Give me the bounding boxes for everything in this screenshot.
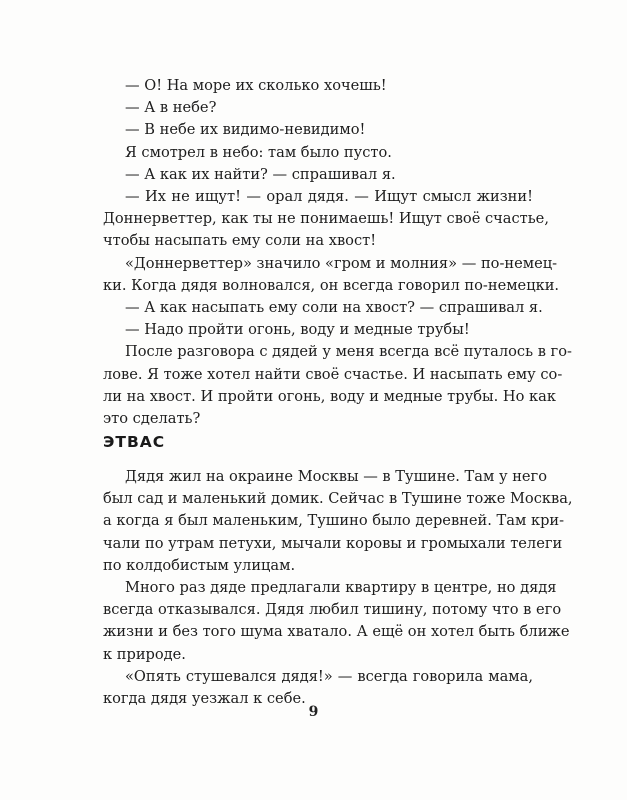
paragraph bbox=[103, 142, 533, 164]
text-line: жизни и без того шума хватало. А ещё он хотел быть ближе bbox=[103, 623, 570, 641]
paragraph bbox=[103, 119, 533, 141]
text-line: — А как насыпать ему соли на хвост? — спрашивал я. bbox=[125, 299, 543, 317]
paragraph bbox=[103, 466, 573, 577]
text-line: — В небе их видимо-невидимо! bbox=[125, 121, 366, 139]
text-line: — Их не ищут! — орал дядя. — Ищут смысл жизни! bbox=[125, 188, 533, 206]
paragraph bbox=[103, 319, 533, 341]
text-line: — А как их найти? — спрашивал я. bbox=[125, 165, 396, 183]
text-line: лове. Я тоже хотел найти своё счастье. И насыпать ему со- bbox=[103, 365, 563, 383]
paragraph bbox=[103, 577, 570, 666]
text-line: чали по утрам петухи, мычали коровы и громыхали телеги bbox=[103, 534, 563, 552]
text-line: чтобы насыпать ему соли на хвост! bbox=[103, 232, 377, 250]
text-line: ки. Когда дядя волновался, он всегда говорил по-немецки. bbox=[103, 276, 560, 294]
text-line: Доннерветтер, как ты не понимаешь! Ищут своё счастье, bbox=[103, 210, 549, 228]
story-text bbox=[103, 466, 573, 710]
paragraph bbox=[103, 75, 533, 97]
text-line: был сад и маленький домик. Сейчас в Тушине тоже Москва, bbox=[103, 490, 573, 508]
text-line: «Доннерветтер» значило «гром и молния» — по-немец- bbox=[125, 254, 558, 272]
text-line: «Опять стушевался дядя!» — всегда говорила мама, bbox=[125, 667, 533, 685]
text-line: к природе. bbox=[103, 645, 186, 663]
text-line: а когда я был маленьким, Тушино было деревней. Там кри- bbox=[103, 512, 565, 530]
paragraph bbox=[103, 164, 533, 186]
text-line: — О! На море их сколько хочешь! bbox=[125, 77, 387, 94]
text-line: всегда отказывался. Дядя любил тишину, потому что в его bbox=[103, 601, 562, 619]
text-line: Дядя жил на окраине Москвы — в Тушине. Там у него bbox=[125, 468, 547, 485]
text-line: это сделать? bbox=[103, 410, 201, 428]
text-line: — А в небе? bbox=[125, 99, 217, 117]
text-line: ли на хвост. И пройти огонь, воду и медные трубы. Но как bbox=[103, 387, 556, 405]
text-line: когда дядя уезжал к себе. bbox=[103, 690, 306, 708]
text-line: Я смотрел в небо: там было пусто. bbox=[125, 143, 392, 161]
paragraph bbox=[103, 341, 572, 430]
paragraph bbox=[103, 253, 560, 297]
text-line: Много раз дяде предлагали квартиру в центре, но дядя bbox=[125, 579, 557, 597]
dialogue-text bbox=[103, 75, 572, 430]
paragraph bbox=[103, 297, 543, 319]
text-line: После разговора с дядей у меня всегда всё путалось в го- bbox=[125, 343, 572, 361]
paragraph bbox=[103, 97, 533, 119]
section-heading: ЭТВАС bbox=[103, 433, 166, 451]
paragraph bbox=[103, 186, 549, 253]
page-number: 9 bbox=[308, 704, 319, 720]
text-line: — Надо пройти огонь, воду и медные трубы! bbox=[125, 321, 470, 339]
text-line: по колдобистым улицам. bbox=[103, 556, 296, 574]
